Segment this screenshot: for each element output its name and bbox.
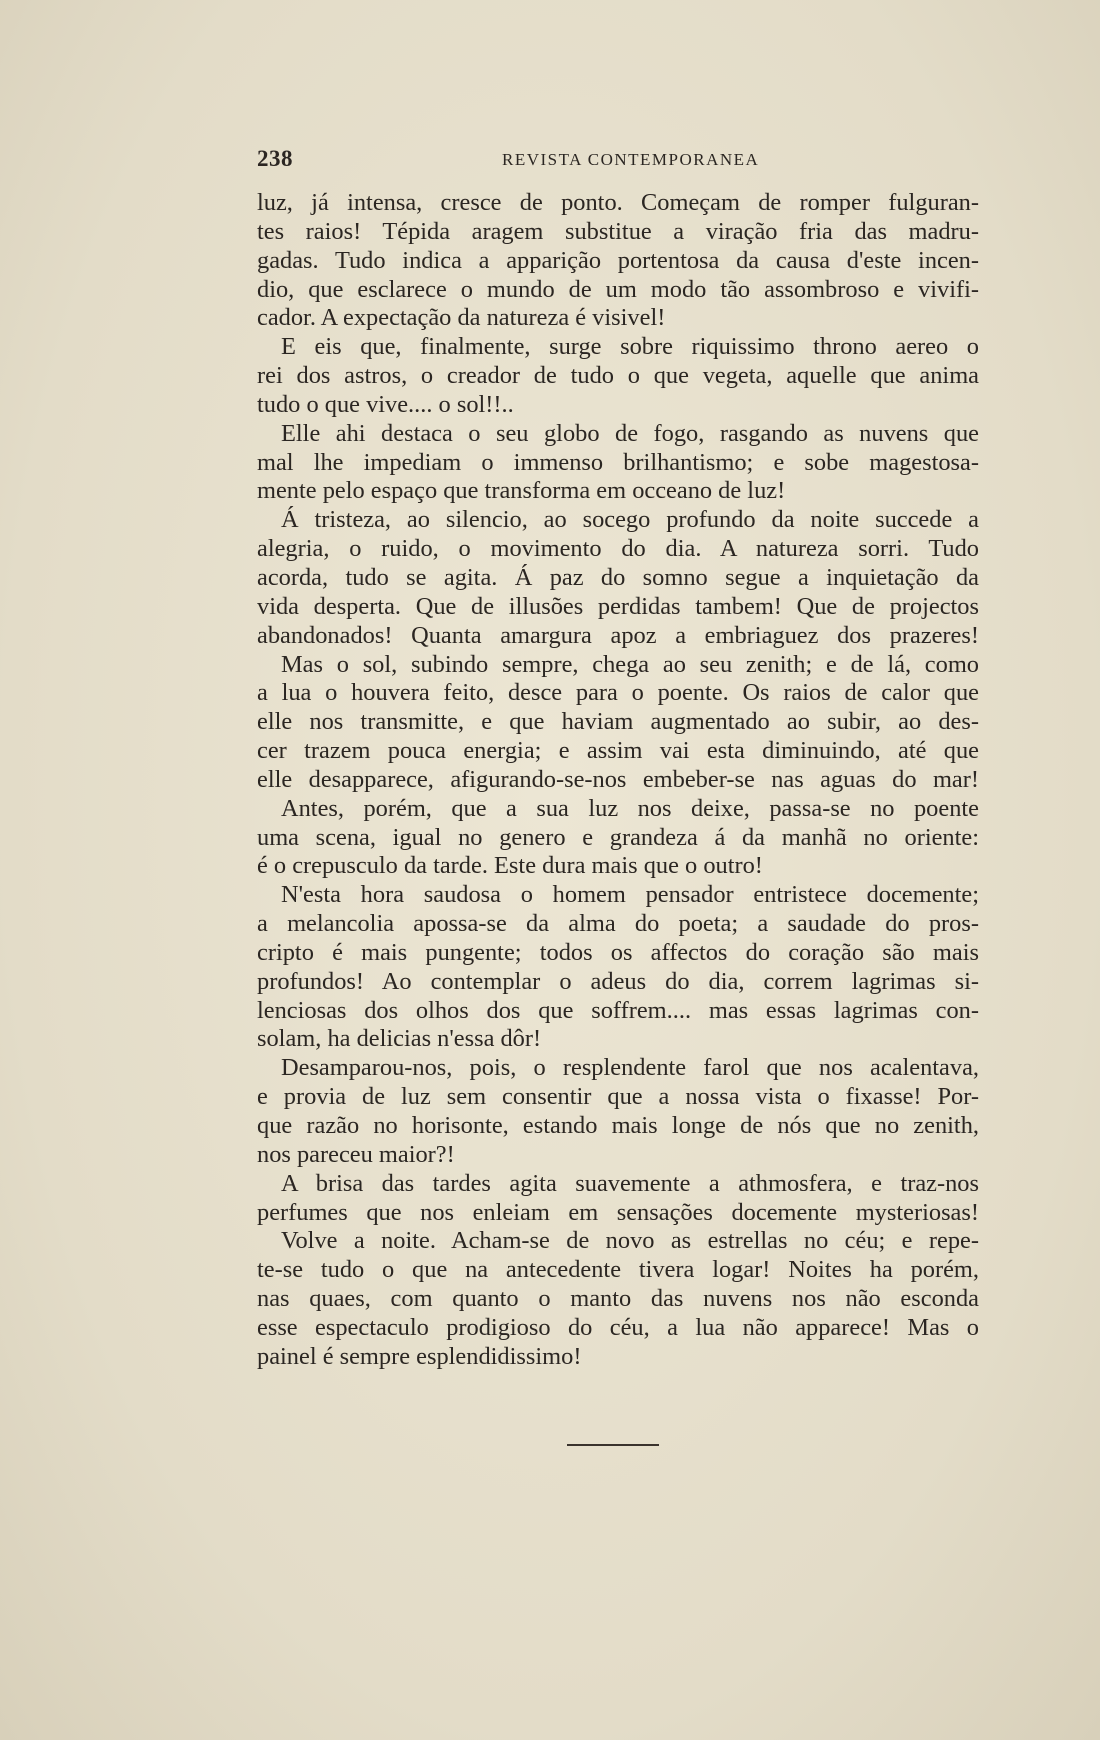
text-line: uma scena, igual no genero e grandeza á da manhã no oriente:: [257, 823, 979, 851]
text-line: nas quaes, com quanto o manto das nuvens nos não esconda: [257, 1285, 979, 1313]
text-line: luz, já intensa, cresce de ponto. Começam de romper fulguran-: [257, 189, 979, 216]
text-line: elle desapparece, afigurando-se-nos embeber-se nas aguas do mar!: [257, 765, 979, 793]
text-line: Antes, porém, que a sua luz nos deixe, passa-se no poente: [281, 794, 979, 822]
running-head: [257, 146, 981, 170]
text-line: painel é sempre esplendidissimo!: [257, 1342, 582, 1370]
text-line: E eis que, finalmente, surge sobre riquissimo throno aereo o: [281, 333, 979, 361]
text-line: mal lhe impediam o immenso brilhantismo; e sobe magestosa-: [257, 448, 979, 476]
text-line: mente pelo espaço que transforma em occeano de luz!: [257, 477, 786, 505]
text-line: abandonados! Quanta amargura apoz a embriaguez dos prazeres!: [257, 621, 979, 649]
text-line: vida desperta. Que de illusões perdidas tambem! Que de projectos: [257, 592, 979, 620]
text-line: Desamparou-nos, pois, o resplendente farol que nos acalentava,: [281, 1054, 979, 1082]
text-line: dio, que esclarece o mundo de um modo tão assombroso e vivifi-: [257, 275, 979, 303]
text-line: tes raios! Tépida aragem substitue a viração fria das madru-: [257, 217, 979, 245]
text-line: alegria, o ruido, o movimento do dia. A natureza sorri. Tudo: [257, 535, 979, 563]
text-line: rei dos astros, o creador de tudo o que vegeta, aquelle que anima: [257, 362, 979, 390]
page-number: 238: [257, 146, 293, 171]
text-line: Volve a noite. Acham-se de novo as estrellas no céu; e repe-: [281, 1227, 979, 1255]
text-line: Mas o sol, subindo sempre, chega ao seu zenith; e de lá, como: [281, 650, 979, 678]
text-line: esse espectaculo prodigioso do céu, a lua não apparece! Mas o: [257, 1313, 979, 1341]
text-line: perfumes que nos enleiam em sensações docemente mysteriosas!: [257, 1198, 979, 1226]
text-line: cador. A expectação da natureza é visivel!: [257, 304, 666, 332]
text-line: Á tristeza, ao silencio, ao socego profundo da noite succede a: [281, 506, 979, 534]
text-line: cripto é mais pungente; todos os affectos do coração são mais: [257, 938, 979, 966]
text-line: Elle ahi destaca o seu globo de fogo, rasgando as nuvens que: [281, 419, 979, 447]
text-line: profundos! Ao contemplar o adeus do dia, correm lagrimas si-: [257, 967, 979, 995]
text-line: solam, ha delicias n'essa dôr!: [257, 1025, 542, 1053]
text-line: que razão no horisonte, estando mais longe de nós que no zenith,: [257, 1112, 979, 1139]
text-line: A brisa das tardes agita suavemente a athmosfera, e traz-nos: [281, 1169, 979, 1197]
text-line: te-se tudo o que na antecedente tivera logar! Noites ha porém,: [257, 1256, 979, 1284]
text-line: é o crepusculo da tarde. Este dura mais que o outro!: [257, 852, 763, 880]
body-text: [257, 189, 979, 1372]
text-line: tudo o que vive.... o sol!!..: [257, 390, 514, 418]
text-line: lenciosas dos olhos dos que soffrem.... mas essas lagrimas con-: [257, 996, 979, 1024]
text-line: acorda, tudo se agita. Á paz do somno segue a inquietação da: [257, 563, 979, 591]
text-line: gadas. Tudo indica a apparição portentosa da causa d'este incen-: [257, 246, 979, 274]
text-line: elle nos transmitte, e que haviam augmentado ao subir, ao des-: [257, 708, 979, 736]
text-line: a lua o houvera feito, desce para o poente. Os raios de calor que: [257, 679, 979, 707]
text-line: N'esta hora saudosa o homem pensador entristece docemente;: [281, 881, 979, 909]
text-line: e provia de luz sem consentir que a nossa vista o fixasse! Por-: [257, 1083, 979, 1111]
text-line: a melancolia apossa-se da alma do poeta; a saudade do pros-: [257, 910, 979, 938]
running-title: REVISTA CONTEMPORANEA: [502, 150, 760, 169]
section-end-rule: [567, 1444, 659, 1446]
text-line: cer trazem pouca energia; e assim vai esta diminuindo, até que: [257, 737, 979, 765]
text-line: nos pareceu maior?!: [257, 1140, 455, 1168]
